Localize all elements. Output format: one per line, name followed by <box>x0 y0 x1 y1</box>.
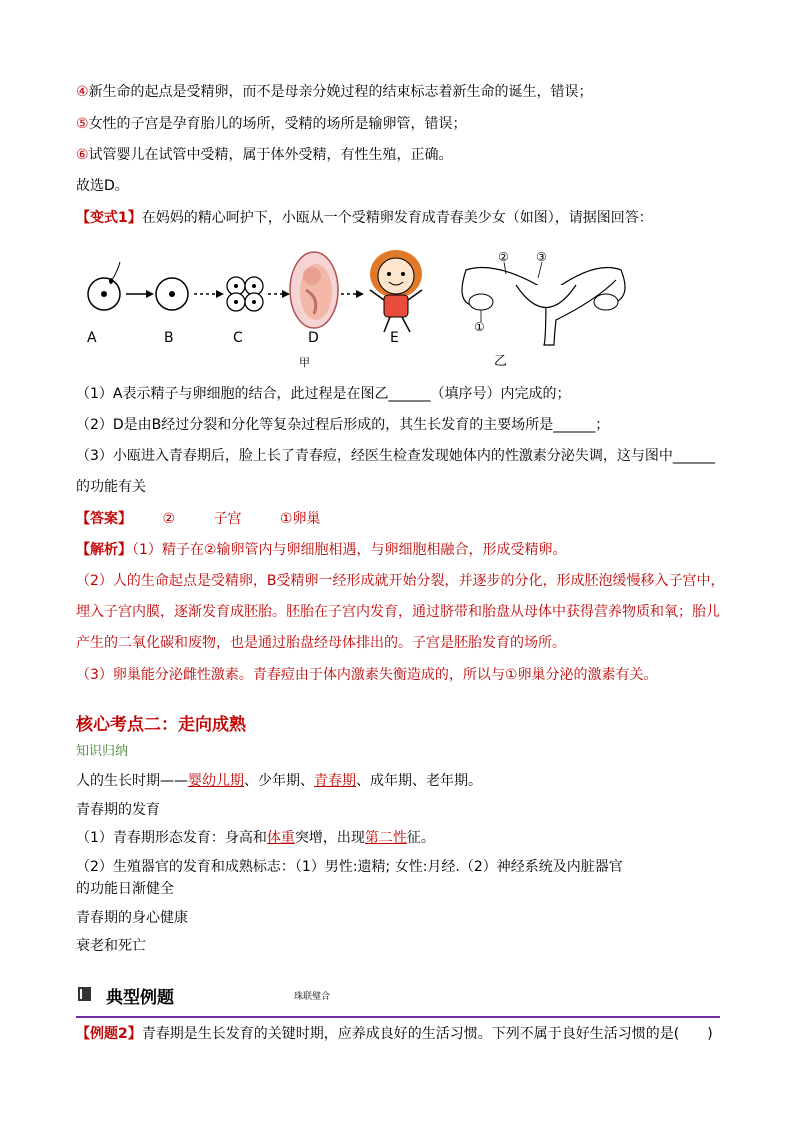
answer-tag: 【答案】 <box>76 511 132 527</box>
uterus-diagram <box>462 262 625 345</box>
example-header <box>76 983 720 1013</box>
variant-tag: 【变式1】 <box>76 210 142 226</box>
knowledge-line-3: （1）青春期形态发育：身高和体重突增，出现第二性征。 <box>76 830 435 846</box>
example-stem: 【例题2】青春期是生长发育的关键时期，应养成良好的生活习惯。下列不属于良好生活习惯的是( ) <box>76 1026 713 1042</box>
analysis-2b: 埋入子宫内膜，逐渐发育成胚胎。胚胎在子宫内发育，通过脐带和胎盘从母体中获得营养物质和氧；胎儿 <box>76 604 720 620</box>
example-title: 典型例题 <box>106 988 174 1008</box>
question-3a: （3）小瓯进入青春期后，脸上长了青春痘，经医生检查发现她体内的性激素分泌失调，这与图中______ <box>76 448 715 464</box>
answer-2: 子宫 <box>213 511 242 527</box>
knowledge-line-1: 人的生长时期——婴幼儿期、少年期、青春期、成年期、老年期。 <box>76 773 482 789</box>
figure-mark-3: ③ <box>536 250 547 264</box>
choose-answer: 故选D。 <box>76 178 129 194</box>
analysis-2c: 产生的二氧化碳和废物，也是通过胎盘经母体排出的。子宫是胚胎发育的场所。 <box>76 635 566 651</box>
answer-line <box>76 509 320 529</box>
example-tag: 【例题2】 <box>76 1026 142 1042</box>
circle-number: ④ <box>76 84 89 100</box>
analysis-line-5: ⑤女性的子宫是孕育胎儿的场所，受精的场所是输卵管，错误； <box>76 116 467 132</box>
example-subtitle: 珠联璧合 <box>294 992 331 1002</box>
knowledge-line-4: （2）生殖器官的发育和成熟标志：（1）男性:遗精; 女性:月经.（2）神经系统及内脏器官 <box>76 859 623 875</box>
knowledge-line-6: 青春期的身心健康 <box>76 910 188 926</box>
cell-division-icon <box>227 277 263 311</box>
book-icon <box>76 985 94 1003</box>
fertilization-icon <box>88 262 120 310</box>
analysis-line-4: ④新生命的起点是受精卵，而不是母亲分娩过程的结束标志着新生命的诞生，错误； <box>76 84 593 100</box>
zygote-icon <box>156 278 188 310</box>
figure-label-c: C <box>233 330 243 346</box>
figure-yi: 乙 <box>494 354 508 369</box>
knowledge-line-7: 衰老和死亡 <box>76 938 146 954</box>
knowledge-line-5: 的功能日渐健全 <box>76 881 174 897</box>
figure-jia: 甲 <box>299 356 310 369</box>
figure-label-d: D <box>308 330 319 346</box>
question-1: （1）A表示精子与卵细胞的结合，此过程是在图乙______（填序号）内完成的； <box>76 386 571 402</box>
figure-mark-2: ② <box>498 250 509 264</box>
circle-number: ⑥ <box>76 147 89 163</box>
analysis-3: （3）卵巢能分泌雌性激素。青春痘由于体内激素失衡造成的，所以与①卵巢分泌的激素有关。 <box>76 667 658 683</box>
analysis-line-6: ⑥试管婴儿在试管中受精，属于体外受精，有性生殖，正确。 <box>76 147 453 163</box>
knowledge-line-2: 青春期的发育 <box>76 802 160 818</box>
figure-label-a: A <box>87 330 97 346</box>
analysis-2a: （2）人的生命起点是受精卵，B受精卵一经形成就开始分裂，并逐步的分化，形成胚泡缓慢移入子宫中， <box>76 573 725 589</box>
variant-stem: 【变式1】在妈妈的精心呵护下，小瓯从一个受精卵发育成青春美少女（如图），请据图回答： <box>76 210 653 226</box>
question-2: （2）D是由B经过分裂和分化等复杂过程后形成的，其生长发育的主要场所是______； <box>76 417 610 433</box>
analysis-1: 【解析】（1）精子在②输卵管内与卵细胞相遇，与卵细胞相融合，形成受精卵。 <box>76 542 567 558</box>
figure-label-e: E <box>390 330 399 346</box>
fetus-icon <box>290 252 338 328</box>
answer-1: ② <box>162 511 176 527</box>
example-rule <box>76 1016 720 1018</box>
section-title: 核心考点二：走向成熟 <box>76 715 246 735</box>
answer-3: ①卵巢 <box>279 511 321 527</box>
development-figure <box>76 240 636 370</box>
figure-mark-1: ① <box>474 320 485 334</box>
circle-number: ⑤ <box>76 116 89 132</box>
question-3b: 的功能有关 <box>76 479 146 495</box>
knowledge-summary: 知识归纳 <box>76 744 129 759</box>
figure-label-b: B <box>164 330 174 346</box>
analysis-tag: 【解析】 <box>76 542 132 558</box>
girl-icon <box>370 250 422 332</box>
